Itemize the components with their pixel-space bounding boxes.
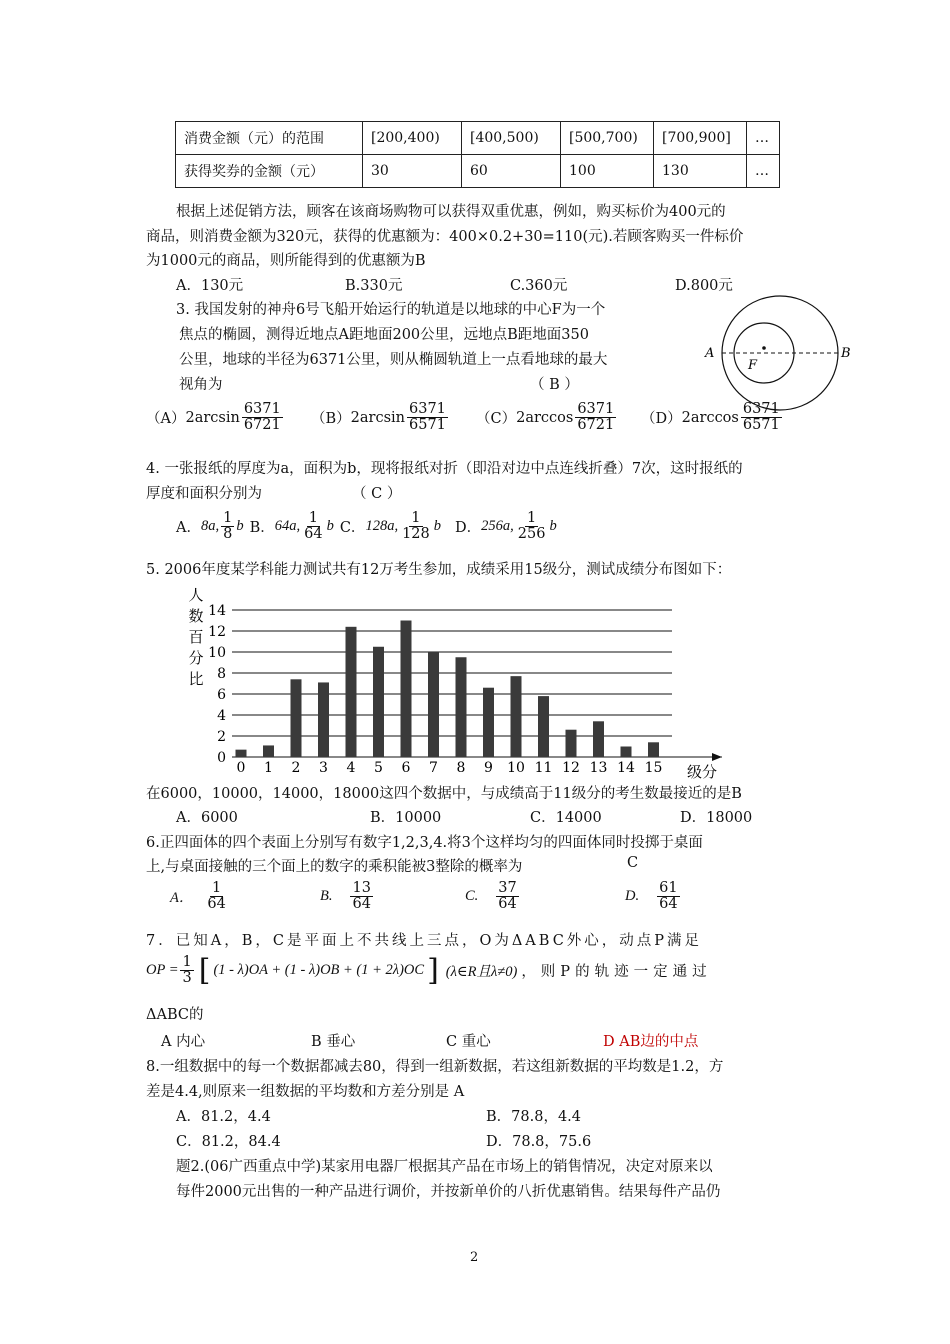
q6-line-2: 上,与桌面接触的三个面上的数字的乘积能被3整除的概率为 [146,859,523,875]
option-var: b [549,518,557,535]
fraction-num: 1 [411,510,421,526]
option-fraction [400,511,432,542]
q2-option-a: A．130元 [176,278,244,294]
x-tick-label: 1 [264,760,273,776]
option-coef: 256a, [481,518,514,535]
fraction-num: 1 [308,510,318,526]
option-label: （B） [311,411,351,428]
bar [318,682,329,757]
q5-option-d: D．18000 [680,810,753,826]
x-tick-label: 5 [374,760,383,776]
option-func: 2arcsin [185,409,240,426]
fraction-num: 6371 [243,401,281,417]
q2-text-2: 商品，则消费金额为320元，获得的优惠额为：400×0.2+30=110(元).若顾客购买一件标价 [146,229,744,245]
orbit-diagram [700,292,860,417]
q7-option-d: D AB边的中点 [603,1034,699,1050]
q7-formula [146,952,712,988]
q4-option-c [340,511,441,542]
y-tick-label: 4 [217,708,226,724]
q7-option-a: A 内心 [161,1034,206,1050]
x-tick-label: 10 [507,760,525,776]
table-cell: 消费金额（元）的范围 [176,122,363,155]
option-label: B． [249,520,275,537]
formula-lhs: OP = [146,962,179,979]
option-label: A． [170,890,194,907]
fraction-den: 6571 [742,417,780,434]
bar [621,747,632,758]
score-distribution-chart [180,582,740,782]
table-cell: 60 [462,155,561,188]
bar [511,676,522,757]
fraction-num: 61 [659,880,678,896]
ti2-line-2: 每件2000元出售的一种产品进行调价，并按新单价的八折优惠销售。结果每件产品仍 [176,1184,721,1200]
option-fraction [205,881,227,912]
table-cell: … [747,155,780,188]
y-axis-label-char: 数 [188,607,204,625]
table-cell: 30 [363,155,462,188]
table-cell: [200,400) [363,122,462,155]
x-tick-label: 15 [644,760,663,776]
option-fraction [516,511,548,542]
y-tick-label: 6 [217,687,226,703]
page-number: 2 [470,1250,479,1265]
x-axis-arrow [712,753,722,761]
bar [428,652,439,757]
y-axis-label-char: 比 [188,670,204,688]
fraction-den: 3 [182,970,192,987]
table-row [176,122,780,155]
q8-line-2: 差是4.4,则原来一组数据的平均数和方差分别是 A [146,1084,465,1100]
bar [263,745,274,757]
q7-line-3: ΔABC的 [146,1007,204,1023]
x-tick-label: 4 [346,760,356,776]
option-label: （C） [476,411,517,428]
bar [538,696,549,757]
table-cell: 130 [654,155,747,188]
q7-line-1: 7．已知A，B，C是平面上不共线上三点，O为ΔABC外心，动点P满足 [146,933,703,949]
fraction-num: 1 [223,510,233,526]
option-fraction [407,402,448,433]
table-cell: [400,500) [462,122,561,155]
x-tick-label: 6 [401,760,411,776]
y-tick-label: 2 [217,729,226,745]
fraction-den: 6571 [409,417,446,434]
fraction-num: 1 [211,880,222,896]
q5-line-1: 5. 2006年度某学科能力测试共有12万考生参加，成绩采用15级分，测试成绩分布图如下： [146,562,732,578]
q4-line-2: 厚度和面积分别为 [146,486,262,502]
bracket-right: ] [427,952,439,988]
q5-option-a: A．6000 [176,810,238,826]
option-var: b [433,518,441,535]
label-a: A [705,346,715,361]
fraction-den: 64 [207,896,226,913]
q6-options [170,881,682,912]
q3-answer: （ B ） [530,377,579,393]
fraction-den: 6721 [243,417,281,434]
bar [373,647,384,757]
y-axis-label-char: 人 [188,586,204,604]
fraction-num: 1 [182,954,192,970]
fraction-num: 6371 [742,401,780,417]
option-fraction [496,881,518,912]
table-cell: [700,900] [654,122,747,155]
ti2-line-1: 题2.(06广西重点中学)某家用电器厂根据其产品在市场上的销售情况，决定对原来以 [176,1159,713,1175]
y-tick-label: 10 [208,645,226,661]
q6-answer: C [627,855,639,871]
x-tick-label: 0 [236,760,246,776]
bar [456,657,467,757]
option-label: C． [339,520,366,537]
q3-line-4: 视角为 [179,377,223,393]
option-fraction [657,881,679,912]
y-axis-label-char: 百 [188,628,204,646]
option-label: D． [455,520,482,537]
fraction-den: 128 [402,526,430,543]
option-label: C. [465,888,479,905]
y-tick-label: 12 [208,624,226,640]
table-cell: … [747,122,780,155]
x-tick-label: 3 [319,760,328,776]
x-tick-label: 14 [617,760,635,776]
option-coef: 8a, [200,518,220,535]
q4-option-b [250,511,334,542]
y-tick-label: 8 [217,666,226,682]
fraction-num: 6371 [409,401,446,417]
option-func: 2arccos [681,409,739,426]
q8-line-1: 8.一组数据中的每一个数据都减去80，得到一组新数据，若这组新数据的平均数是1.2，方 [146,1059,724,1075]
q4-options [176,511,557,542]
fraction-num: 1 [526,510,537,526]
table-row [176,155,780,188]
option-coef: 128a, [365,518,399,535]
q6-option-b [320,881,465,912]
option-func: 2arccos [516,409,574,426]
q2-option-c: C.360元 [510,278,568,294]
q7-option-b: B 垂心 [311,1034,356,1050]
option-fraction [221,511,234,542]
y-tick-label: 0 [217,750,226,766]
formula-tail: ，则P的轨迹一定通过 [521,964,712,981]
bar [566,730,577,757]
q3-line-2: 焦点的椭圆，测得近地点A距地面200公里，远地点B距地面350 [179,327,589,343]
option-func: 2arcsin [350,409,405,426]
option-label: A． [176,520,201,537]
q3-line-3: 公里，地球的半径为6371公里，则从椭圆轨道上一点看地球的最大 [179,352,608,368]
fraction-den: 8 [223,526,233,543]
x-tick-label: 7 [429,760,438,776]
bar [483,688,494,757]
option-fraction [741,402,782,433]
option-label: （A） [146,411,186,428]
q2-text-1: 根据上述促销方法，顾客在该商场购物可以获得双重优惠，例如，购买标价为400元的 [176,204,726,220]
q4-answer: （ C ） [352,486,402,502]
formula-body: (1 - λ)OA + (1 - λ)OB + (1 + 2λ)OC [213,962,425,979]
option-var: b [236,518,244,535]
fraction-den: 256 [517,526,546,543]
fraction-den: 64 [352,896,371,913]
x-tick-label: 9 [484,760,493,776]
x-tick-label: 8 [456,760,466,776]
q6-option-a [170,881,320,912]
q3-options [146,402,806,433]
x-tick-label: 12 [562,760,580,776]
table-cell: 100 [561,155,654,188]
q3-option-a [146,402,311,433]
q2-text-3: 为1000元的商品，则所能得到的优惠额为B [146,253,426,269]
bar [346,627,357,757]
q2-option-d: D.800元 [675,278,733,294]
option-label: （D） [641,411,682,428]
fraction-num: 6371 [577,401,615,417]
q5-line-2: 在6000，10000，14000，18000这四个数据中，与成绩高于11级分的考生数最接近的是B [146,786,742,802]
formula-cond: (λ∈R且λ≠0) [445,964,518,981]
q3-line-1: 3. 我国发射的神舟6号飞船开始运行的轨道是以地球的中心F为一个 [176,302,606,318]
bar [236,750,247,757]
fraction-den: 64 [498,896,517,913]
q5-option-c: C．14000 [530,810,602,826]
q6-option-c [465,881,625,912]
option-coef: 64a, [274,518,301,535]
q4-option-a [176,511,244,542]
fraction-num: 37 [498,880,517,896]
x-tick-label: 13 [589,760,608,776]
table-cell: 获得奖券的金额（元） [176,155,363,188]
x-axis-label: 级分 [686,763,718,781]
y-axis-label-char: 分 [188,649,204,667]
fraction-den: 64 [659,896,678,913]
x-tick-label: 2 [291,760,301,776]
formula-third [180,955,193,986]
q2-option-b: B.330元 [345,278,403,294]
option-fraction [242,402,283,433]
option-fraction [350,881,372,912]
option-var: b [326,518,334,535]
q3-option-c [476,402,641,433]
q6-line-1: 6.正四面体的四个表面上分别写有数字1,2,3,4.将3个这样均匀的四面体同时投掷于桌面 [146,835,703,851]
bar [401,621,412,758]
q3-option-d [641,402,806,433]
bar [291,679,302,757]
option-label: B. [320,888,333,905]
q8-option-a: A．81.2，4.4 [176,1109,271,1125]
y-tick-label: 14 [208,603,226,619]
q8-option-b: B．78.8，4.4 [486,1109,582,1125]
q4-option-d [455,511,557,542]
q5-option-b: B．10000 [370,810,442,826]
option-label: D. [625,888,640,905]
fraction-num: 13 [352,880,371,896]
label-b: B [841,346,851,361]
x-tick-label: 11 [534,760,553,776]
label-f: F [748,358,758,373]
focus-point [762,346,766,350]
bar [593,721,604,757]
prize-table [175,121,780,188]
bracket-left: [ [198,952,211,988]
q6-option-d [625,881,682,912]
q4-line-1: 4. 一张报纸的厚度为a，面积为b，现将报纸对折（即沿对边中点连线折叠）7次，这时报纸的 [146,461,743,477]
option-fraction [575,402,616,433]
q3-option-b [311,402,476,433]
option-fraction [302,511,324,542]
fraction-den: 64 [304,526,323,543]
q8-option-c: C．81.2，84.4 [176,1134,281,1150]
q8-option-d: D．78.8，75.6 [486,1134,592,1150]
fraction-den: 6721 [577,417,615,434]
bar [648,742,659,757]
table-cell: [500,700) [561,122,654,155]
q7-option-c: C 重心 [446,1034,491,1050]
